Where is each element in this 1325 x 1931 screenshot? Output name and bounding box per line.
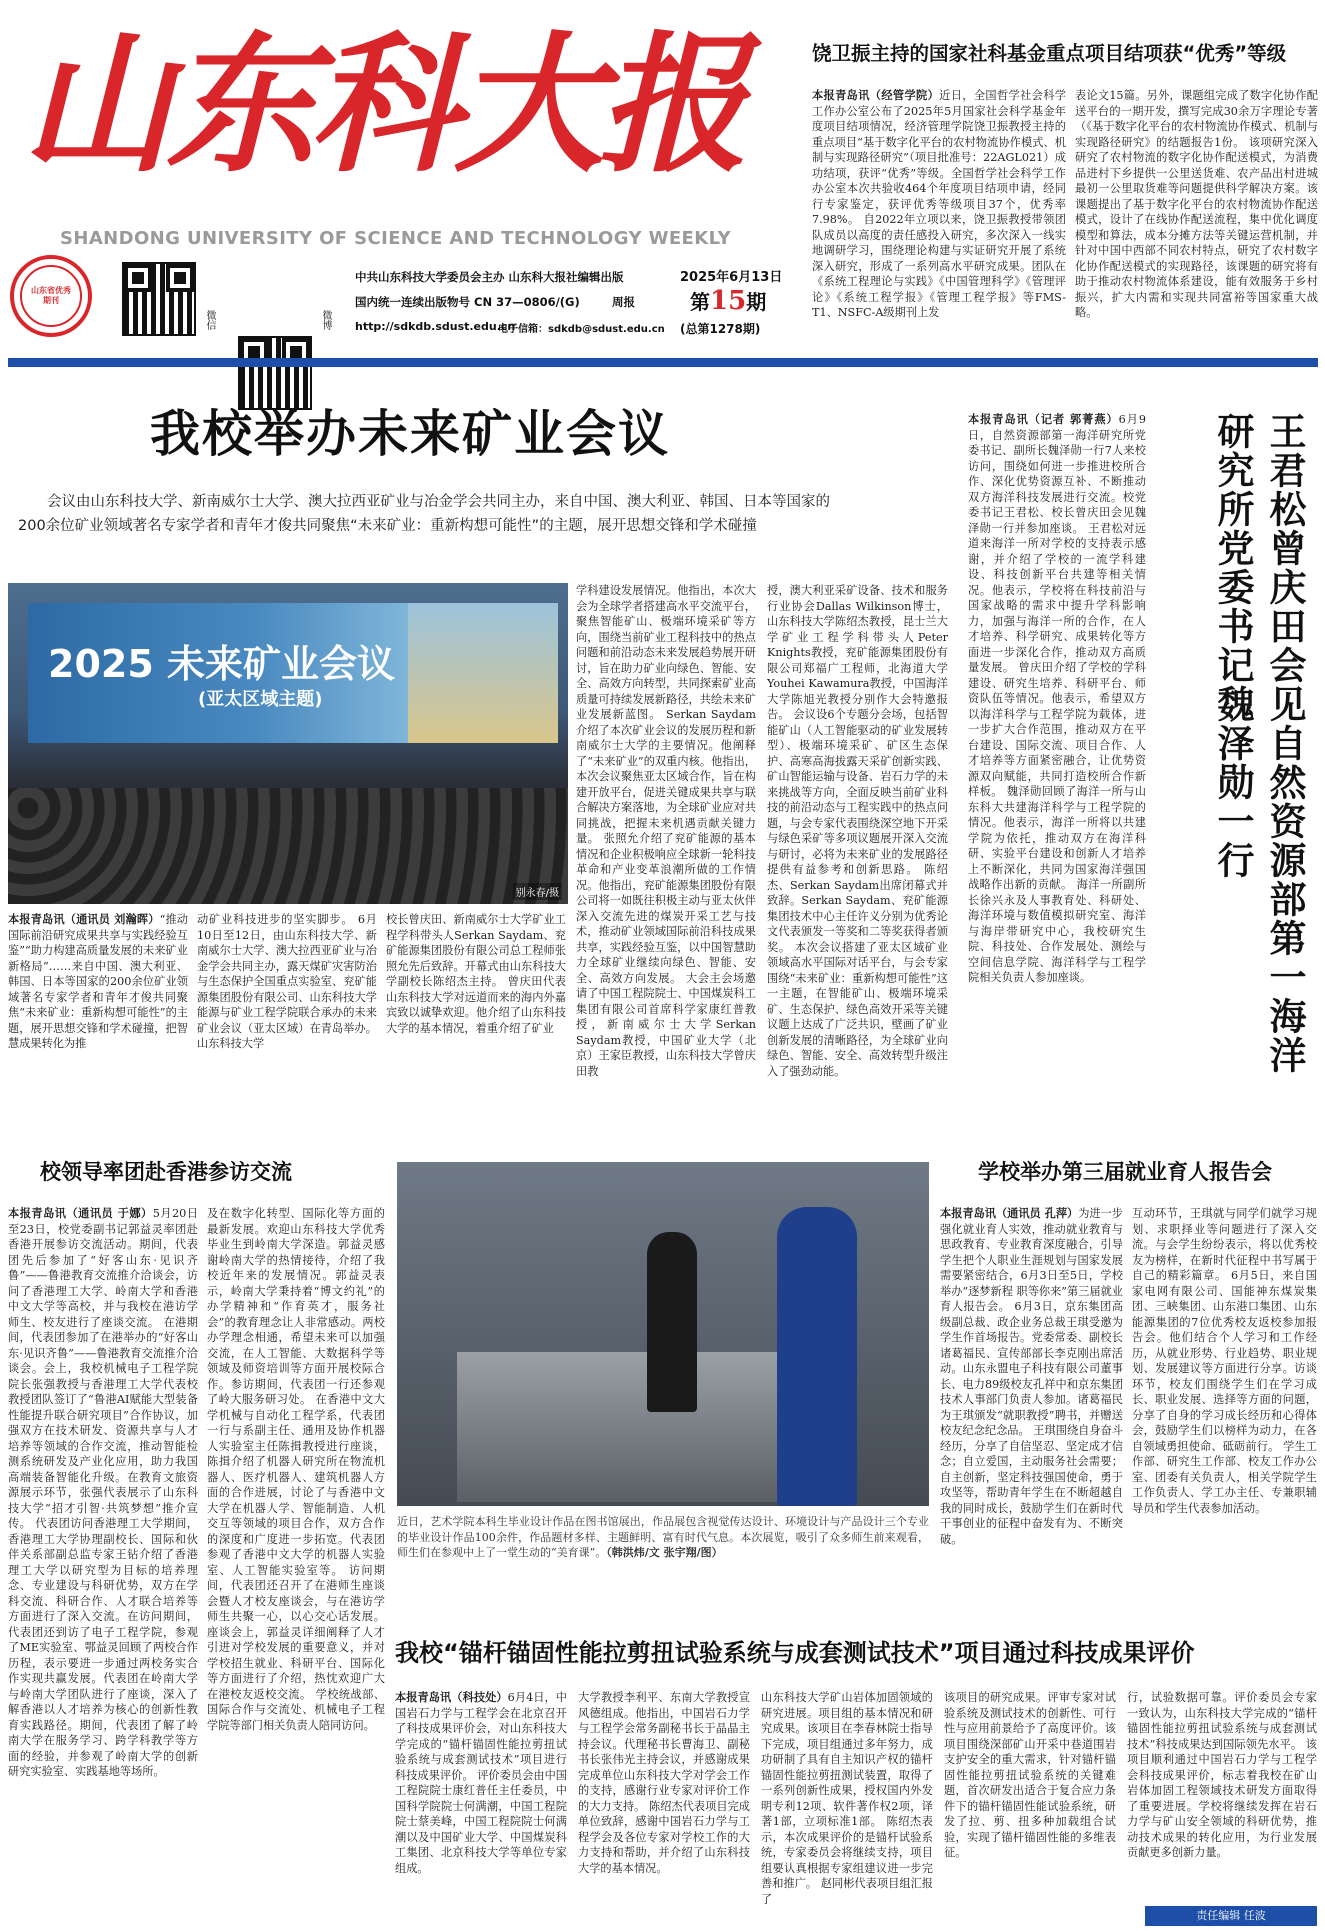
mining-col2: 动矿业科技进步的坚实脚步。 6月10日至12日，由山东科技大学、新南威尔士大学、澳大拉西亚矿业与冶金学会共同主办，露天煤矿灾害防治与生态保护全国重点实验室、兖矿能源集团股份有限公司、山东科技大学能源与矿业工程学院联合承办的未来矿业会议（亚太区域）在青岛举办。山东科技大学 — [197, 913, 377, 1050]
anchor-col2: 大学教授李利平、东南大学教授宣风德组成。他指出，中国岩石力学与工程学会常务副秘书长于晶晶主持会议。代理秘书长曹海卫、副秘书长张伟光主持会议，并感谢成果完成单位山东科技大学对学会工作的支持，感谢行业专家对评价工作的大力支持。 陈绍杰代表项目完成单位致辞，感谢中国岩石力学与工程学会及各位专家对学校工作的大力支持和帮助，并介绍了山东科技大学的基本情况。 — [578, 1691, 750, 1875]
weibo-qr-code — [238, 336, 312, 410]
anchor-col1 — [395, 1690, 567, 1926]
issue-number-prefix: 第 — [690, 290, 710, 314]
mining-col4: 学科建设发展情况。他指出，本次大会为全球学者搭建高水平交流平台，聚焦智能矿山、极端环境采矿等方向，围绕当前矿业工程科技中的热点问题和前沿动态未来发展趋势展开研讨，旨在助力矿业向绿色、智能、安全、高效方向转型，共同探索矿业高质量可持续发展新路径，共绘未来矿业发展新蓝图。 Serkan Saydam介绍了本次矿业会议的发展历程和新南威尔士大学的主要情况。他阐释了“未来矿业”的双重内核。他指出，本次会议聚焦亚太区域合作，旨在构建开放平台，促进关键成果共享与联合解决方案落地，为全球矿业应对共同挑战，把握未来机遇贡献关键力量。 张照允介绍了兖矿能源的基本情况和企业积极响应全球新一轮科技革命和产业变革浪潮所做的工作情况。他指出，兖矿能源集团股份有限公司将一如既往积极主动与亚太伙伴深入交流先进的煤炭开采工艺与技术，推动矿业领域国际前沿科技成果共享，实践经验互鉴，以中国智慧助力全球矿业继续向绿色、智能、安全、高效方向发展。 大会主会场邀请了中国工程院院士、中国煤炭科工集团有限公司首席科学家康红普教授，新南威尔士大学Serkan Saydam教授，中国矿业大学（北京）王家臣教授，山东科技大学曾庆田教 — [576, 584, 756, 1078]
top-story-col1-text: 近日，全国哲学社会科学工作办公室公布了2025年5月国家社会科学基金年度项目结项情况，经济管理学院饶卫振教授主持的重点项目“基于数字化平台的农村物流协作模式、机制与实现路径研究”（项目批准号：22AGL021）成功结项，获评“优秀”等级。全国哲学社会科学工作办公室本次共验收464个年度项目结项申请，经同行专家鉴定，获评优秀等级项目37个，优秀率7.98%。 自2022年立项以来，饶卫振教授带领团队成员以高度的责任感投入研究，多次深入一线实地调研学习，围绕理论构建与实证研究开展了系统深入研究，形成了一系列高水平研究成果。团队在《系统工程理论与实践》《中国管理科学》《管理评论》《系统工程学报》《管理工程学报》等FMS-T1、NSFC-A级期刊上发 — [812, 89, 1066, 319]
anchor-col5: 行，试验数据可靠。评价委员会专家一致认为，山东科技大学完成的“锚杆锚固性能拉剪扭试验系统与成套测试技术”科技成果达到国际领先水平。 该项目顺利通过中国岩石力学与工程学会科技成果评价，标志着我校在矿山岩体加固工程领域技术研发方面取得了重要进展。学校将继续发挥在岩石力学与矿山安全领域的科研优势，推动技术成果的转化应用，为行业发展贡献更多创新力量。 — [1127, 1691, 1317, 1859]
hk-col1 — [8, 1206, 198, 1926]
mining-col1 — [8, 912, 188, 1102]
anchor-lead: 本报青岛讯（科技处） — [395, 1691, 508, 1704]
issue-date: 2025年6月13日 — [680, 270, 783, 285]
mining-col1-text: “推动国际前沿研究成果共享与实践经验互鉴”“助力构建高质量发展的未来矿业新格局”……来自中国、澳大利亚、韩国、日本等国家的200余位矿业领域著名专家学者和青年才俊共同聚焦“未来矿业：重新构想可能性”的主题，展开思想交锋和学术碰撞，把智慧成果转化为推 — [8, 913, 188, 1050]
wang-body-text: 6月9日，自然资源部第一海洋研究所党委书记、副所长魏泽勋一行7人来校访问，围绕如何进一步推进校所合作、深化优势资源互补、不断推动双方海洋科技发展进行交流。校党委书记王君松、校长曾庆田会见魏泽勋一行并参加座谈。 王君松对远道来海洋一所对学校的支持表示感谢，并介绍了学校的一流学科建设、科技创新平台共建等相关情况。他表示，学校将在科技前沿与国家战略的需求中提升学科影响力，加强与海洋一所的合作，在人才培养、科学研究、成果转化等方面进一步深化合作，推动双方高质量发展。 曾庆田介绍了学校的学科建设、研究生培养、科研平台、师资队伍等情况。他表示，希望双方以海洋科学与工程学院为载体，进一步扩大合作范围，推动双方在平台建设、国际交流、项目合作、人才培养等方面紧密融合，让优势资源双向赋能，共同打造校所合作新样板。 魏泽勋回顾了海洋一所与山东科大共建海洋科学与工程学院的情况。他表示，海洋一所将以共建学院为依托，推动双方在海洋科研、实验平台建设和创新人才培养上不断深化，共同为国家海洋强国战略作出新的贡献。 海洋一所副所长徐兴永及人事教育处、科研处、海洋环境与数值模拟研究室、海洋与海岸带研究中心，我校研究生院、科技处、合作发展处、测绘与空间信息学院、海洋科学与工程学院相关负责人参加座谈。 — [968, 413, 1146, 984]
wang-lead: 本报青岛讯（记者 郭菁燕） — [968, 413, 1119, 426]
top-story-lead: 本报青岛讯（经管学院） — [812, 89, 940, 102]
jobs-col1 — [940, 1206, 1123, 1646]
mining-col3: 校长曾庆田、新南威尔士大学矿业工程学科带头人Serkan Saydam、兖矿能源集团股份有限公司总工程师张照允先后致辞。开幕式由山东科技大学副校长陈绍杰主持。 曾庆田代表山东科技大学对远道而来的海内外嘉宾致以诚挚欢迎。他介绍了山东科技大学的基本情况，着重介绍了矿业 — [386, 913, 566, 1035]
weibo-label: 微博 — [320, 310, 331, 330]
wechat-label: 微信 — [204, 310, 215, 330]
masthead-english-title: SHANDONG UNIVERSITY OF SCIENCE AND TECHNOLOGY WEEKLY — [60, 228, 732, 249]
jobs-col2: 互动环节，王琪就与同学们就学习规划、求职择业等问题进行了深入交流。与会学生纷纷表示，将以优秀校友为榜样，在新时代征程中书写属于自己的精彩篇章。 6月5日，来自国家电网有限公司、国能神东煤炭集团、三峡集团、山东港口集团、山东能源集团的7位优秀校友返校参加报告会。他们结合个人学习和工作经历，从就业形势、行业趋势、职业规划、发展建议等方面进行分享。访谈环节，校友们围绕学生们在学习成长、职业发展、选择等方面的问题，分享了自身的学习成长经历和心得体会，鼓励学生们以榜样为动力，在各自领域勇担使命、砥砺前行。 学生工作部、研究生工作部、校友工作办公室、团委有关负责人，相关学院学生工作负责人、学工办主任、专兼职辅导员和学生代表参加活动。 — [1132, 1207, 1317, 1515]
top-story-col2: 表论文15篇。另外，课题组完成了数字化协作配送平台的一期开发，撰写完成30余万字理论专著（《基于数字化平台的农村物流协作模式、机制与实现路径研究》的结题报告1份。 该项研究深入研究了农村物流的数字化协作配送模式，为消费品进村下乡提供一公里送货难、农产品出村进城最初一公里取货难等问题提供科学解决方案。该课题提出了基于数字化平台的农村物流协作配送模式，设计了在线协作配送流程，集中优化调度模型和算法，成本分摊方法等关键运营机制，并针对中国中西部不同农村特点，研究了农村数字化协作配送模式的实现路径，该课题的研究将有助于推动农村物流体系建设，能有效服务于乡村振兴，扩大内需和实现共同富裕等国家重大战略。 — [1075, 89, 1318, 319]
exhibition-caption-credit: （韩洪炜/文 张宇翔/图） — [606, 1546, 723, 1559]
anchor-col1-text: 6月4日，中国岩石力学与工程学会在北京召开了科技成果评价会，对山东科技大学完成的“锚杆锚固性能拉剪扭试验系统与成套测试技术”项目进行科技成果评价。 评价委员会由中国工程院院士康红普任主任委员，中国科学院院士何满潮，中国工程院院士蔡美峰，中国工程院院士何满潮以及中国矿业大学、中国煤炭科工集团、北京科技大学等单位专家组成。 — [395, 1691, 567, 1875]
editor-credit: 责任编辑 任波 — [1145, 1906, 1317, 1926]
exhibition-photo — [397, 1162, 929, 1506]
anchor-col4: 该项目的研究成果。评审专家对试验系统及测试技术的创新性、可行性与应用前景给予了高度评价。该项目围绕深部矿山开采中巷道围岩支护安全的重大需求，针对锚杆锚固性能拉剪扭试验系统的关键难题，首次研发出适合于复合应力条件下的锚杆锚固性能试验系统，研发了拉、剪、扭多种加载组合试验，实现了锚杆锚固性能的多维表征。 — [944, 1691, 1116, 1859]
audience — [8, 788, 568, 904]
mining-headline: 我校举办未来矿业会议 — [150, 405, 670, 463]
conference-screen-title: 2025 未来矿业会议 — [48, 642, 395, 686]
hk-col2: 及在数字化转型、国际化等方面的最新发展。欢迎山东科技大学优秀毕业生到岭南大学深造。郭益灵感谢岭南大学的热情接待，介绍了我校近年来的发展情况。郭益灵表示，岭南大学秉持着“博文约礼”的办学精神和“作育英才，服务社会”的教育理念让人非常感动。两校办学理念相通，希望未来可以加强交流，在人工智能、大数据科学等领域及师资培训等方面开展校际合作。参访期间，代表团一行还参观了岭大服务研习处。 在香港中文大学机械与自动化工程学系，代表团一行与系副主任、通用及协作机器人实验室主任陈揖教授进行座谈，陈揖介绍了机器人研究所在物流机器人、医疗机器人、建筑机器人方面的合作进展，讨论了与香港中文大学在机器人学、智能制造、人机交互等领域的项目合作，双方合作的深度和广度进一步拓宽。代表团参观了香港中文大学的机器人实验室、人工智能实验室等。 访问期间，代表团还召开了在港师生座谈会暨人才校友座谈会，与在港访学师生共聚一心，以心交心话发展。座谈会上，郭益灵详细阐释了人才引进对学校发展的重要意义，并对学校招生就业、科研平台、国际化等方面进行了介绍，热忱欢迎广大在港校友返校交流。 学校统战部、国际合作与交流处、机械电子工程学院等部门相关负责人陪同访问。 — [207, 1207, 385, 1732]
wang-body — [968, 412, 1146, 1104]
masthead-rule — [8, 358, 1318, 367]
mining-col5: 授，澳大利亚采矿设备、技术和服务行业协会Dallas Wilkinson博士，山东科技大学陈绍杰教授，昆士兰大学矿业工程学科带头人Peter Knights教授，兖矿能源集团股份有限公司郑福广工程师，北海道大学Youhei Kawamura教授，中国海洋大学陈旭光教授分别作大会特邀报告。 会议设6个专题分会场，包括智能矿山（人工智能驱动的矿业发展转型）、极端环境采矿、矿区生态保护、高寒高海拔露天采矿创新实践、矿山智能运输与设备、岩石力学的未来挑战等方向，全面反映当前矿业科技的前沿动态与工程实践中的热点问题，与会专家代表围绕深空地下开采与绿色采矿等多项议题展开深入交流与研讨，必将为未来矿业的发展路径提供有益参考和创新思路。 陈绍杰、Serkan Saydam出席闭幕式并致辞。Serkan Saydam、兖矿能源集团技术中心主任许义分别为优秀论文代表颁发一等奖和二等奖获得者颁奖。 本次会议搭建了亚太区域矿业领域高水平国际对话平台，与会专家围绕“未来矿业：重新构想可能性”这一主题，在智能矿山、极端环境采矿、生态保护、绿色高效开采等关键议题上达成了广泛共识，壁画了矿业创新发展的清晰路径，为全球矿业向绿色、智能、安全、高效转型升级注入了强劲动能。 — [767, 584, 948, 1078]
frequency: 周报 — [612, 295, 635, 309]
student-figure-2 — [777, 1207, 857, 1506]
hk-col1-text: 5月20日至23日，校党委副书记郭益灵率团赴香港开展参访交流活动。期间，代表团先后参加了“好客山东·见识齐鲁”——鲁港教育交流推介洽谈会，访问了香港理工大学、岭南大学和香港中文大学等高校，并与我校在港访学师生、校友进行了座谈交流。 在港期间，代表团参加了在港举办的“好客山东·见识齐鲁”——鲁港教育交流推介洽谈会。会上，我校机械电子工程学院院长张强教授与香港理工大学代表校教授团队签订了“鲁港AI赋能大型装备性能提升联合研究项目”合作协议，加强双方在技术研发、资源共享与人才培养等领域的合作交流，推动智能检测系统研发及产业化应用，助力我国高端装备智能化升级。在教育文旅资源展示环节，张强代表展示了山东科技大学“招才引智·共筑梦想”推介宣传。 代表团访问香港理工大学期间，香港理工大学协理副校长、国际和伙伴关系部副总监专家王钻介绍了香港理工大学以研究型为目标的培养理念、专业建设与科研优势，双方在学科交流、科研合作、人才联合培养等方面进行了深入交流。在访问期间，代表团还到访了电子工程学院，参观了ME实验室、鄂益灵回顾了两校合作历程，表示要进一步通过两校务实合作实现共赢发展。代表团在岭南大学与岭南大学团队进行了座谈，深入了解香港以人才培养为核心的创新性教育实践路径。期间，代表团了解了岭南大学在服务学习、跨学科教学等方面的经验，并参观了岭南大学的创新研究实验室、实践基地等场所。 — [8, 1207, 198, 1778]
award-seal-text: 山东省优秀期刊 — [31, 286, 71, 305]
city-backdrop — [408, 603, 558, 743]
anchor-col3: 山东科技大学矿山岩体加固领域的研究进展。项目组的基本情况和研究成果。该项目在李春林院士指导下完成，项目组通过多年努力，成功研制了具有自主知识产权的锚杆锚固性能拉剪扭测试装置，取得了一系列创新性成果，授权国内外发明专利12项、软件著作权2项，译著1部，立项标准1部。 陈绍杰表示，本次成果评价的是锚杆试验系统，专家委员会将继续支持，项目组要认真根据专家组建议进一步完善和推广。 赵同彬代表项目组汇报了 — [761, 1691, 933, 1906]
top-story-col1 — [812, 88, 1066, 344]
sponsor-line: 中共山东科技大学委员会主办 山东科大报社编辑出版 — [355, 270, 624, 284]
hk-lead: 本报青岛讯（通讯员 于娜） — [8, 1207, 153, 1220]
mining-lead: 本报青岛讯（通讯员 刘瀚晖） — [8, 913, 160, 926]
issue-number-suffix: 期 — [746, 290, 767, 314]
anchor-headline: 我校“锚杆锚固性能拉剪扭试验系统与成套测试技术”项目通过科技成果评价 — [395, 1639, 1195, 1667]
award-seal — [10, 255, 92, 337]
total-issue: (总第1278期) — [680, 322, 761, 336]
jobs-col1-text: 为进一步强化就业育人实效，推动就业教育与思政教育、专业教育深度融合，引导学生把个人职业生涯规划与国家发展需要紧密结合，6月3日至5日，学校举办“逐梦新程 职等你来”第三届就业育人报告会。 6月3日，京东集团高级副总裁、政企业务总裁王琪受邀为学生作首场报告。党委常委、副校长诸葛福民、宣传部部长李克刚出席活动。山东永盟电子科技有限公司董事长、电力89级校友孔祥中和京东集团技术人事部门负责人参加。诸葛福民为王琪颁发“就职教授”聘书，并赠送校友纪念纪念品。 王琪围绕自身奋斗经历，分享了自信坚忍、坚定成才信念；自立爱国，主动服务社会需要；自主创新，坚定科技强国使命，勇于攻坚等，帮助青年学生在不断超越自我的同时成长，鼓励学生们在新时代干事创业的征程中奋发有为、不断突破。 — [940, 1207, 1123, 1546]
website-url[interactable]: http://sdkdb.sdust.edu.cn — [355, 320, 516, 333]
email[interactable]: 电子信箱：sdkdb@sdust.edu.cn — [498, 324, 665, 335]
photo-credit: 别永春/摄 — [513, 883, 562, 900]
cn-number: 国内统一连续出版物号 CN 37—0806/(G) — [355, 295, 580, 309]
mining-deck: 会议由山东科技大学、新南威尔士大学、澳大拉西亚矿业与冶金学会共同主办，来自中国、澳大利亚、韩国、日本等国家的200余位矿业领域著名专家学者和青年才俊共同聚焦“未来矿业：重新构想可能性”的主题，展开思想交锋和学术碰撞 — [18, 494, 830, 534]
jobs-lead: 本报青岛讯（通讯员 孔萍） — [940, 1207, 1079, 1220]
issue-number-value: 15 — [710, 286, 747, 316]
wechat-qr-code — [122, 262, 196, 336]
conference-photo — [8, 583, 568, 904]
exhibition-caption — [397, 1514, 929, 1576]
top-story-headline: 饶卫振主持的国家社科基金重点项目结项获“优秀”等级 — [812, 42, 1287, 65]
wang-headline: 王君松曾庆田会见自然资源部第一海洋研究所党委书记魏泽勋一行 — [1211, 412, 1306, 1075]
jobs-headline: 学校举办第三届就业育人报告会 — [978, 1160, 1272, 1184]
exhibition-caption-text: 近日，艺术学院本科生毕业设计作品在图书馆展出，作品展包含视觉传达设计、环境设计与产品设计三个专业的毕业设计作品100余件，作品题材多样、主题鲜明、富有时代气息。本次展览，吸引了众多师生前来观看，师生们在参观中上了一堂生动的“美育课”。 — [397, 1515, 929, 1559]
conference-screen — [28, 603, 408, 743]
hk-headline: 校领导率团赴香港参访交流 — [40, 1160, 292, 1184]
masthead-title: 山东科大报 — [22, 17, 743, 193]
exhibit-table — [457, 1352, 817, 1502]
student-figure-1 — [647, 1232, 697, 1412]
issue-number — [690, 286, 766, 316]
conference-screen-subtitle: (亚太区域主题) — [198, 689, 323, 710]
